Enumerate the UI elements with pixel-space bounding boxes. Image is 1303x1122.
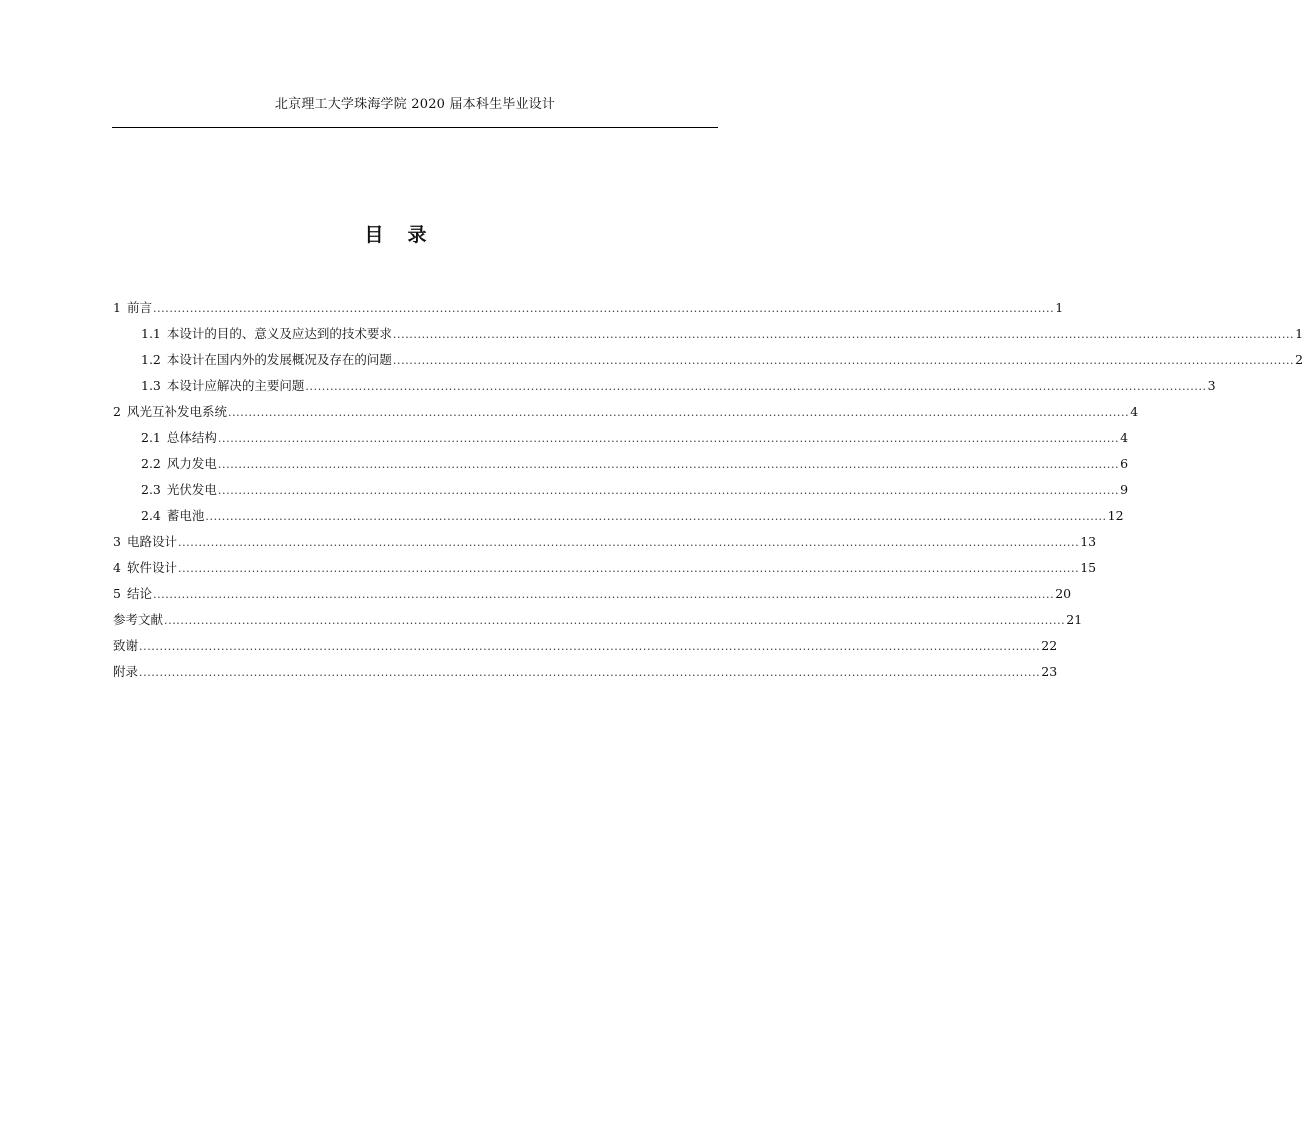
toc-entry-label: 本设计的目的、意义及应达到的技术要求 bbox=[166, 326, 392, 341]
toc-entry-page: 21 bbox=[1066, 612, 1083, 627]
toc-entry[interactable] bbox=[113, 557, 1097, 583]
toc-leader-dots: ............................................................................................................................................................................................................................ bbox=[205, 510, 1107, 523]
toc-entry-number: 2.3 bbox=[141, 482, 161, 497]
toc-entry-number: 4 bbox=[113, 560, 121, 575]
toc-leader-dots: ............................................................................................................................................................................................................................ bbox=[217, 432, 1120, 445]
toc-entry-label: 风光互补发电系统 bbox=[126, 404, 227, 419]
toc-entry-number: 2.4 bbox=[141, 508, 161, 523]
toc-entry-label: 光伏发电 bbox=[166, 482, 217, 497]
toc-entry[interactable] bbox=[113, 609, 1083, 635]
toc-leader-dots: ............................................................................................................................................................................................................................ bbox=[392, 354, 1295, 367]
toc-leader-dots: ............................................................................................................................................................................................................................ bbox=[152, 302, 1055, 315]
toc-entry-label: 总体结构 bbox=[166, 430, 217, 445]
toc-entry-label: 软件设计 bbox=[126, 560, 177, 575]
toc-entry-page: 6 bbox=[1120, 456, 1129, 471]
toc-entry[interactable] bbox=[113, 401, 1139, 427]
toc-entry[interactable] bbox=[113, 297, 1064, 323]
toc-leader-dots: ............................................................................................................................................................................................................................ bbox=[305, 380, 1207, 393]
toc-leader-dots: ............................................................................................................................................................................................................................ bbox=[139, 666, 1041, 679]
toc-entry-page: 13 bbox=[1080, 534, 1097, 549]
toc-entry[interactable] bbox=[113, 583, 1072, 609]
toc-entry-number: 1.2 bbox=[141, 352, 161, 367]
toc-entry-number: 2 bbox=[113, 404, 121, 419]
toc-entry-label: 风力发电 bbox=[166, 456, 217, 471]
toc-entry[interactable] bbox=[113, 635, 1058, 661]
toc-leader-dots: ............................................................................................................................................................................................................................ bbox=[217, 458, 1120, 471]
toc-leader-dots: ............................................................................................................................................................................................................................ bbox=[152, 588, 1055, 601]
toc-entry-label: 本设计在国内外的发展概况及存在的问题 bbox=[166, 352, 392, 367]
toc-entry-number: 1.1 bbox=[141, 326, 161, 341]
toc-entry-page: 20 bbox=[1055, 586, 1072, 601]
toc-entry[interactable] bbox=[113, 453, 1129, 479]
toc-entry[interactable] bbox=[113, 531, 1097, 557]
toc-entry[interactable] bbox=[113, 505, 1124, 531]
toc-entry-page: 22 bbox=[1041, 638, 1058, 653]
toc-entry-label: 结论 bbox=[126, 586, 152, 601]
toc-entry-page: 15 bbox=[1080, 560, 1097, 575]
toc-entry-label: 蓄电池 bbox=[166, 508, 205, 523]
toc-leader-dots: ............................................................................................................................................................................................................................ bbox=[139, 640, 1041, 653]
toc-entry-label: 附录 bbox=[113, 664, 139, 679]
toc-entry-page: 3 bbox=[1207, 378, 1216, 393]
toc-entry[interactable] bbox=[113, 375, 1216, 401]
toc-title bbox=[0, 220, 793, 247]
toc-leader-dots: ............................................................................................................................................................................................................................ bbox=[177, 536, 1080, 549]
toc-entry-label: 本设计应解决的主要问题 bbox=[166, 378, 305, 393]
toc-leader-dots: ............................................................................................................................................................................................................................ bbox=[392, 328, 1295, 341]
toc-entry-number: 3 bbox=[113, 534, 121, 549]
toc-entry-number: 1 bbox=[113, 300, 121, 315]
toc-entry[interactable] bbox=[113, 661, 1058, 687]
toc-entry-page: 12 bbox=[1107, 508, 1124, 523]
toc-entry[interactable] bbox=[113, 479, 1129, 505]
toc-entry-page: 1 bbox=[1055, 300, 1064, 315]
toc-leader-dots: ............................................................................................................................................................................................................................ bbox=[177, 562, 1080, 575]
toc-entry-label: 致谢 bbox=[113, 638, 139, 653]
toc-leader-dots: ............................................................................................................................................................................................................................ bbox=[217, 484, 1120, 497]
toc-entry-number: 1.3 bbox=[141, 378, 161, 393]
toc-entry[interactable] bbox=[113, 349, 1303, 375]
page-header: 北京理工大学珠海学院 2020 届本科生毕业设计 bbox=[274, 97, 556, 112]
header-divider bbox=[112, 127, 718, 128]
toc-title-second: 录 bbox=[407, 224, 429, 246]
toc-entry-page: 4 bbox=[1120, 430, 1129, 445]
toc-leader-dots: ............................................................................................................................................................................................................................ bbox=[227, 406, 1130, 419]
toc-entry-label: 电路设计 bbox=[126, 534, 177, 549]
toc-title-first: 目 bbox=[364, 224, 386, 246]
toc-entry-page: 23 bbox=[1041, 664, 1058, 679]
toc-entry-page: 9 bbox=[1120, 482, 1129, 497]
toc-entry-label: 前言 bbox=[126, 300, 152, 315]
toc-entry-number: 2.1 bbox=[141, 430, 161, 445]
toc-entry[interactable] bbox=[113, 427, 1129, 453]
toc-entry-page: 2 bbox=[1295, 352, 1303, 367]
toc-entry-number: 2.2 bbox=[141, 456, 161, 471]
toc-leader-dots: ............................................................................................................................................................................................................................ bbox=[164, 614, 1066, 627]
toc-entry[interactable] bbox=[113, 323, 1303, 349]
toc-entry-page: 1 bbox=[1295, 326, 1303, 341]
table-of-contents bbox=[113, 297, 1303, 687]
toc-entry-label: 参考文献 bbox=[113, 612, 164, 627]
toc-entry-page: 4 bbox=[1130, 404, 1139, 419]
toc-entry-number: 5 bbox=[113, 586, 121, 601]
